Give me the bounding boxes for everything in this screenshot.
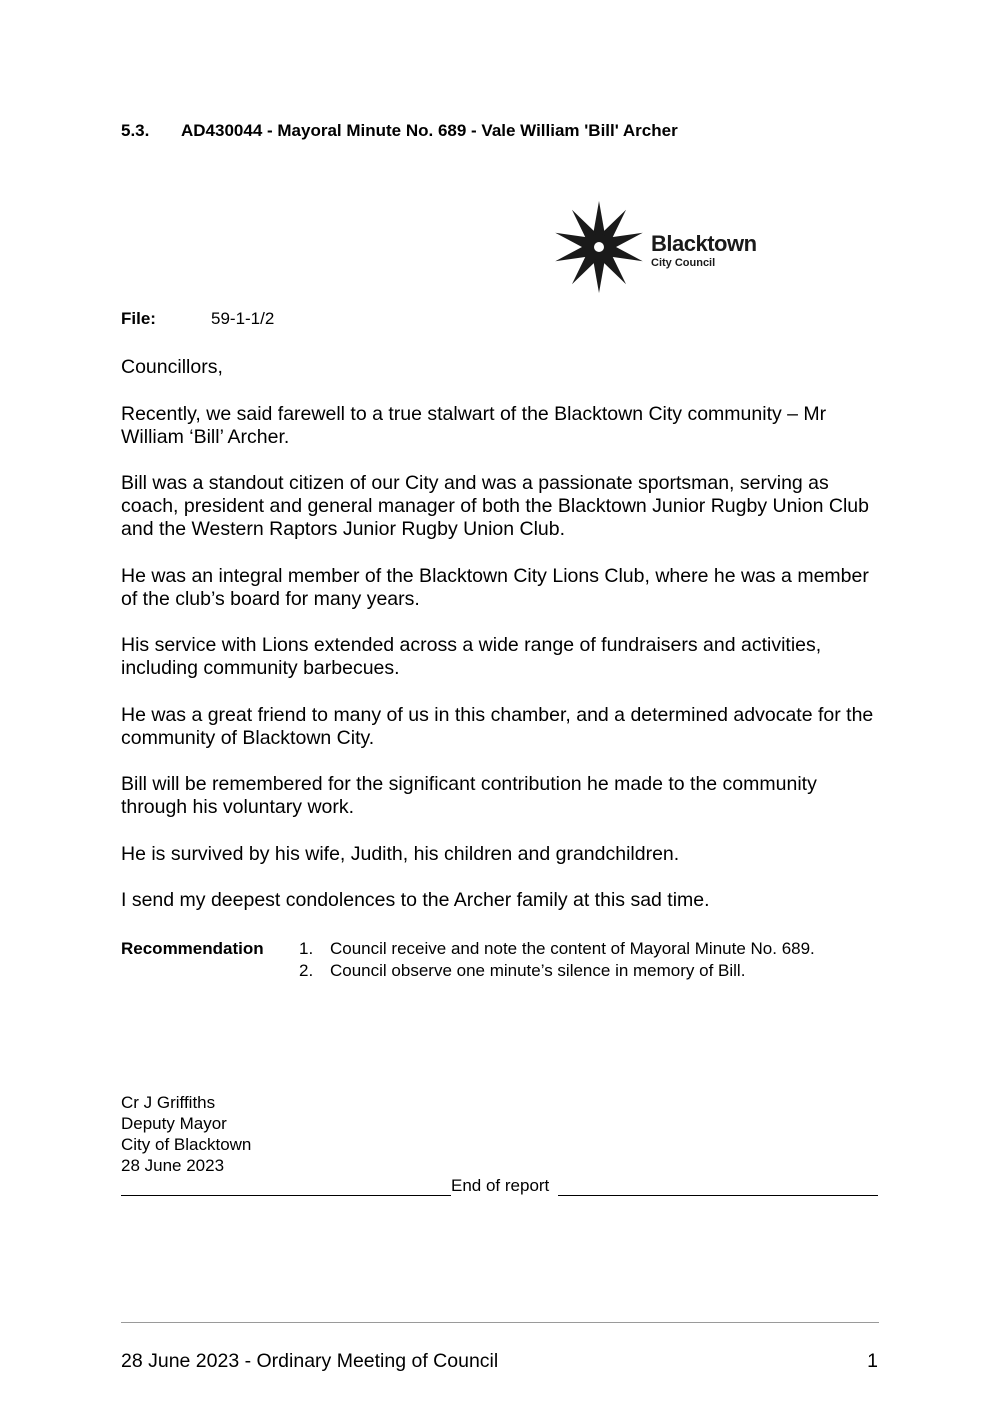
- salutation: Councillors,: [121, 356, 223, 378]
- logo-subtitle: City Council: [651, 257, 716, 269]
- end-of-report: End of report: [451, 1176, 550, 1195]
- recommendation-number: 2.: [299, 961, 314, 980]
- recommendation-label: Recommendation: [121, 939, 264, 958]
- item-title: AD430044 - Mayoral Minute No. 689 - Vale William 'Bill' Archer: [181, 121, 678, 140]
- paragraph: I send my deepest condolences to the Archer family at this sad time.: [121, 889, 710, 911]
- recommendation-item: Council receive and note the content of Mayoral Minute No. 689.: [330, 939, 815, 958]
- logo-wordmark: Blacktown: [651, 231, 757, 256]
- star-icon: [551, 197, 647, 297]
- file-label: File:: [121, 309, 156, 328]
- council-logo: [545, 193, 767, 303]
- item-heading: [121, 121, 678, 141]
- paragraph: His service with Lions extended across a wide range of fundraisers and activities, including community barbecues.: [121, 634, 822, 679]
- paragraph: Recently, we said farewell to a true stalwart of the Blacktown City community – Mr William ‘Bill’ Archer.: [121, 403, 827, 448]
- signatory-organisation: City of Blacktown: [121, 1135, 252, 1154]
- signatory-name: Cr J Griffiths: [121, 1093, 216, 1112]
- file-number: 59-1-1/2: [211, 309, 275, 328]
- recommendation-item: Council observe one minute’s silence in memory of Bill.: [330, 961, 746, 980]
- paragraph: He is survived by his wife, Judith, his children and grandchildren.: [121, 843, 680, 865]
- recommendation-number: 1.: [299, 939, 314, 958]
- page-number: 1: [867, 1350, 878, 1372]
- paragraph: Bill was a standout citizen of our City and was a passionate sportsman, serving as coach, president and general manager of both the Blacktown Junior Rugby Union Club and the Western Raptors Junior Rugby Union Club.: [121, 472, 869, 540]
- end-rule-left: [121, 1195, 451, 1196]
- paragraph: He was an integral member of the Blacktown City Lions Club, where he was a member of the club’s board for many years.: [121, 565, 869, 610]
- signature-date: 28 June 2023: [121, 1156, 225, 1175]
- paragraph: Bill will be remembered for the significant contribution he made to the community through his voluntary work.: [121, 773, 817, 818]
- item-number: 5.3.: [121, 121, 150, 140]
- end-rule-right: [558, 1195, 878, 1196]
- footer-meeting: 28 June 2023 - Ordinary Meeting of Council: [121, 1350, 499, 1372]
- signatory-role: Deputy Mayor: [121, 1114, 227, 1133]
- paragraph: He was a great friend to many of us in this chamber, and a determined advocate for the community of Blacktown City.: [121, 704, 874, 749]
- footer-divider: [121, 1322, 879, 1323]
